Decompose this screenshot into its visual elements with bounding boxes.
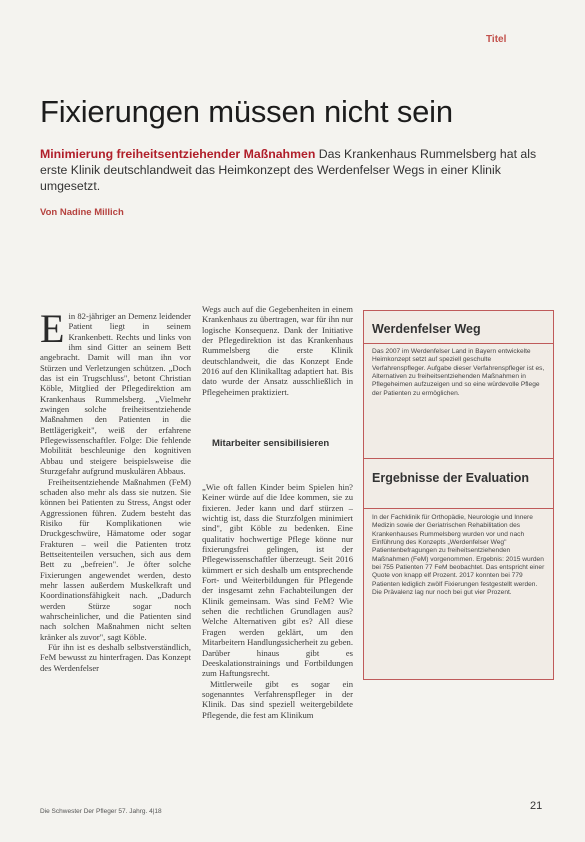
body-column-1 [40,311,191,796]
body-column-2-top [202,304,353,432]
article-headline: Fixierungen müssen nicht sein [40,94,453,129]
lead-text: Das Krankenhaus Rummelsberg hat als erste Klinik deutschlandweit das Heimkonzept des Werdenfelser Wegs in einer Klinik umgesetzt. [40,147,537,193]
drop-cap: E [40,311,65,351]
byline: Von Nadine Millich [40,207,124,218]
lead-kicker: Minimierung freiheitsentziehender Maßnahmen [40,147,316,161]
info-box [363,310,554,680]
divider [364,508,553,509]
info-box-text: In der Fachklinik für Orthopädie, Neurologie und Innere Medizin sowie der Geriatrischen Rehabilitation des Krankenhauses Rummelsberg wurden vor und nach Einführung des Konzepts „Werdenfelser Weg" Patientenbefragungen zu freiheitsentziehenden Maßnahmen (FeM) vorgenommen. Ergebnis: 2015 wurden bei 755 Patienten 77 FeM beobachtet. Das entspricht einer Quote von knapp elf Prozent. 2017 konnten bei 779 Patienten lediglich zwölf Fixierungen festgestellt werden. Die Prävalenz lag nur noch bei gut vier Prozent. [372,514,545,597]
info-box-title: Ergebnisse der Evaluation [372,471,529,485]
body-column-2-bottom [202,482,353,817]
paragraph: Für ihn ist es deshalb selbstverständlich, FeM bewusst zu hinterfragen. Das Konzept des Werdenfelser [40,642,191,673]
section-label: Titel [486,34,507,45]
paragraph: Freiheitsentziehende Maßnahmen (FeM) schaden also mehr als dass sie nutzen. Sie können bei Patienten zu Stress, Angst oder Aggressionen führen. Zudem besteht das Risiko für Komplikationen wie Druckgeschwüre, Hämatome oder sogar Frakturen – weil die Patienten trotz Bettseitenteilen versuchen, sich aus dem Bett zu „befreien". Je öfter solche Fixierungen angewendet werden, desto mehr lassen außerdem Muskelkraft und Koordinationsfähigkeit nach. „Dadurch werden Stürze sogar noch wahrscheinlicher, und die Patienten sind nach solchen Maßnahmen nicht selten kränker als zuvor", sagt Köble. [40,476,191,642]
page-footer: Die Schwester Der Pfleger 57. Jahrg. 4|18 [40,808,162,815]
info-box-text: Das 2007 im Werdenfelser Land in Bayern entwickelte Heimkonzept setzt auf speziell geschulte Verfahrenspfleger. Aufgabe dieser Verfahrenspfleger ist es, Alternativen zu freiheitsentziehenden Maßnahmen in Pflegeheimen aufzuzeigen und so eine würdevolle Pflege der Patienten zu ermöglichen. [372,348,545,397]
divider [364,458,553,459]
paragraph: Wegs auch auf die Gegebenheiten in einem Krankenhaus zu übertragen, war für ihn nur logische Konsequenz. Dank der Initiative der Pflegedirektion ist das Krankenhaus Rummelsberg die erste Klinik deutschlandweit, die das Konzept Ende 2016 auf den Klinikalltag adaptiert hat. Bis dato wurde der Ansatz ausschließlich in Pflegeheimen praktiziert. [202,304,353,397]
page-number: 21 [530,800,543,812]
divider [364,343,553,344]
article-lead [40,146,550,194]
paragraph: Ein 82-jähriger an Demenz leidender Patient liegt in seinem Krankenbett. Rechts und links von ihm sind Gitter an seinem Bett angebracht. Damit will man ihn vor Stürzen und Verletzungen schützen. „Doch das ist ein Trugschluss", betont Christian Köble, Mitglied der Pflegedirektion am Krankenhaus Rummelsberg. „Vielmehr zwingen solche freiheitsentziehende Maßnahmen den Patienten in die Bettlägerigkeit", weiß der erfahrene Pflegewissenschaftler. Folge: Die fehlende Mobilität beschleunige den kognitiven Abbau und steigere beispielsweise die Sturzgefahr aufgrund muskulären Abbaus. [40,311,191,477]
paragraph: „Wie oft fallen Kinder beim Spielen hin? Keiner würde auf die Idee kommen, sie zu fixieren. Jeder kann und darf stürzen – wichtig ist, dass die Sturzfolgen minimiert sind", gibt Köble zu bedenken. Eine qualitativ hochwertige Pflege könne nur fixierungsfrei gelingen, ist der Pflegewissenschaftler überzeugt. Seit 2016 kümmert er sich deshalb um entsprechende Fort- und Weiterbildungen für Pflegende der insgesamt zehn Fachabteilungen der Klinik gemeinsam. Was sind FeM? Wie sehen die rechtlichen Grundlagen aus? Welche Alternativen gibt es? All diese Fragen werden geklärt, um den Mitarbeitern Handlungssicherheit zu geben. Darüber hinaus gibt es Deeskalationstrainings und Fortbildungen zum Haftungsrecht. [202,482,353,679]
info-box-title: Werdenfelser Weg [372,322,481,336]
section-subhead: Mitarbeiter sensibilisieren [212,438,330,449]
paragraph: Mittlerweile gibt es sogar ein sogenanntes Verfahrenspfleger in der Klinik. Das sind speziell weitergebildete Pflegende, die fest am Klinikum [202,678,353,720]
